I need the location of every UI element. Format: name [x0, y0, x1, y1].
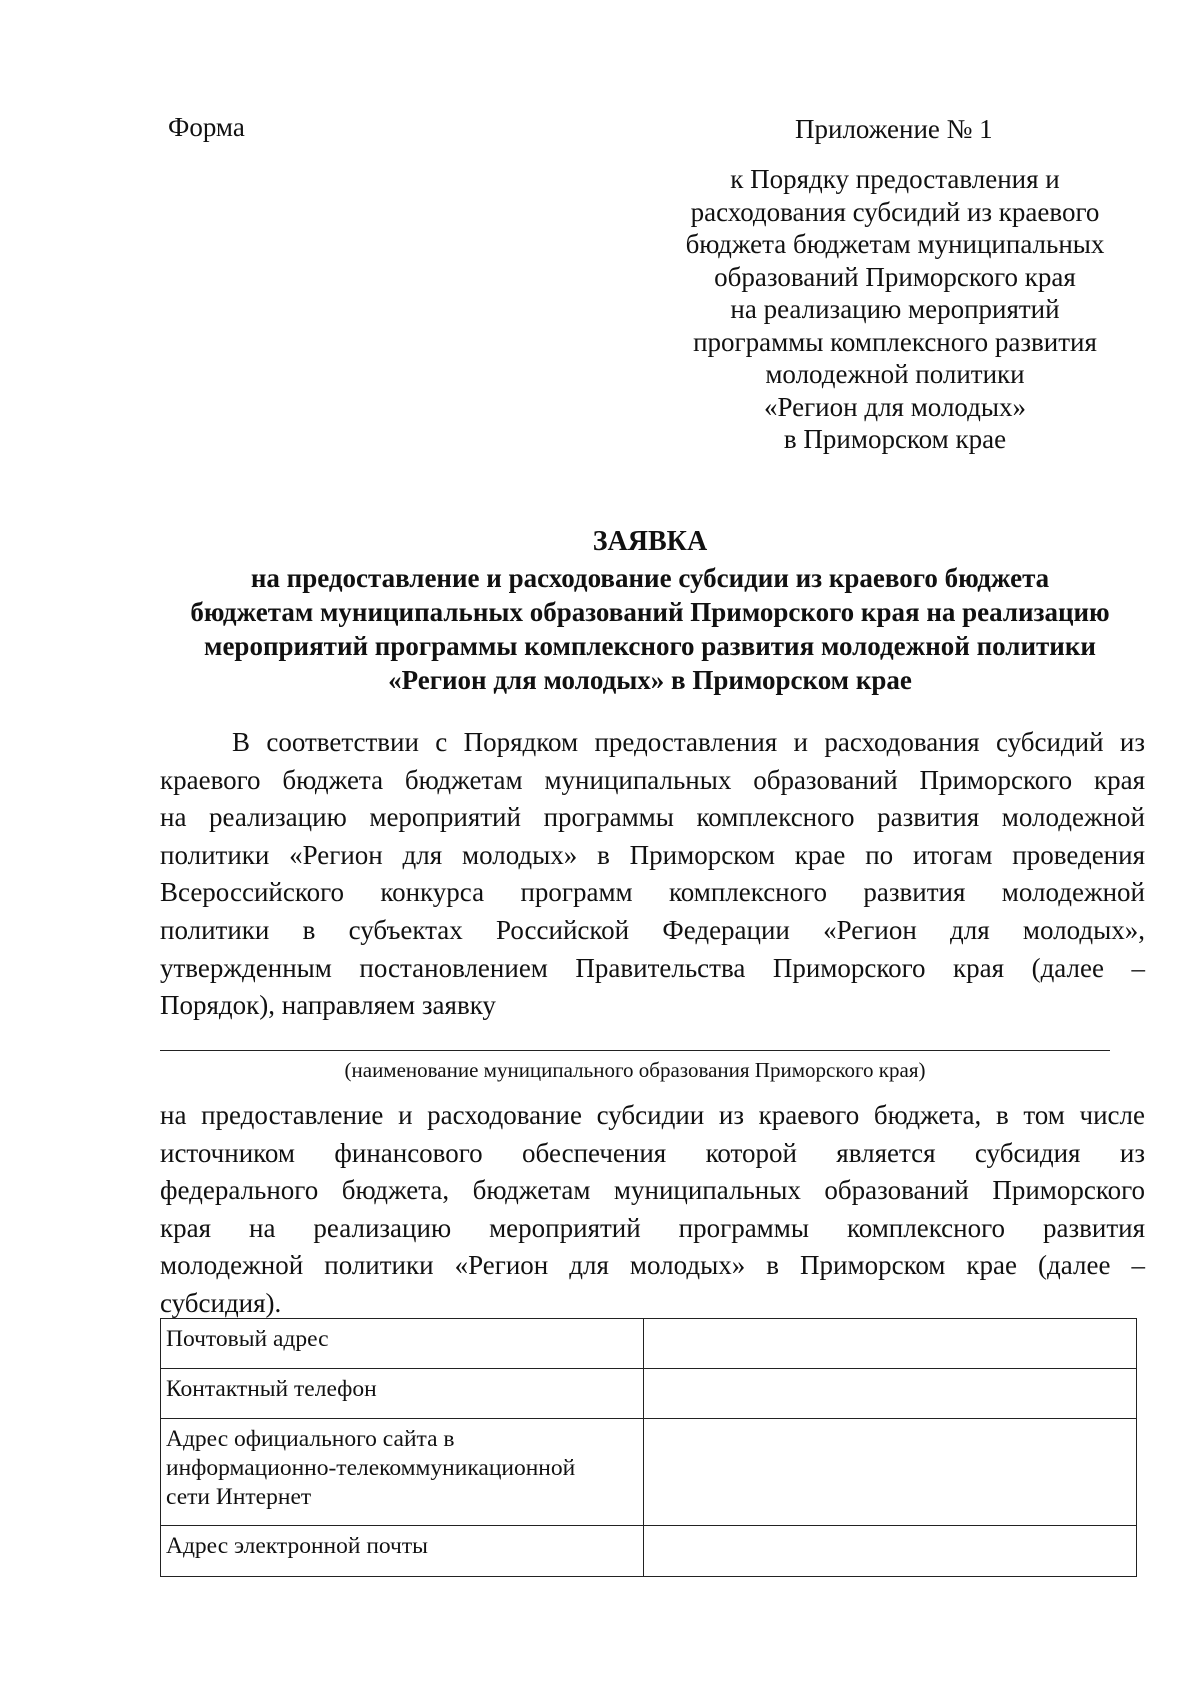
body-paragraph-2: [160, 1097, 1145, 1323]
website-address-label: [161, 1419, 644, 1526]
table-row: [161, 1319, 1137, 1369]
subtitle-line: на предоставление и расходование субсидии из краевого бюджета: [250, 563, 1050, 593]
website-address-value[interactable]: [644, 1419, 1137, 1526]
form-label: Форма: [168, 112, 245, 142]
application-heading: [150, 525, 1150, 697]
appendix-line: образований Приморского края: [714, 261, 1076, 292]
paragraph-line: на реализацию мероприятий программы комплексного развития молодежной: [160, 802, 1145, 833]
paragraph-line: В соответствии с Порядком предоставления и расходования субсидий из: [232, 727, 1145, 757]
paragraph-line: Всероссийского конкурса программ комплексного развития молодежной: [160, 877, 1145, 908]
application-title: ЗАЯВКА: [592, 526, 708, 557]
appendix-line: молодежной политики: [765, 359, 1025, 389]
paragraph-line: края на реализацию мероприятий программы комплексного развития: [160, 1212, 1145, 1243]
subtitle-line: «Регион для молодых» в Приморском крае: [388, 665, 912, 695]
paragraph-line: утвержденным постановлением Правительства Приморского края (далее –: [160, 952, 1145, 983]
label-line: сети Интернет: [166, 1484, 312, 1510]
municipality-name-caption: (наименование муниципального образования Приморского края): [344, 1058, 926, 1082]
paragraph-line: субсидия).: [160, 1287, 282, 1318]
appendix-line: расходования субсидий из краевого: [690, 196, 1100, 227]
label-line: Адрес официального сайта в: [166, 1426, 455, 1452]
appendix-line: к Порядку предоставления и: [730, 164, 1060, 194]
paragraph-line: Порядок), направляем заявку: [160, 990, 496, 1021]
email-address-label: Адрес электронной почты: [161, 1526, 644, 1577]
appendix-line: программы комплексного развития: [693, 326, 1097, 357]
appendix-line: «Регион для молодых»: [763, 391, 1027, 422]
table-row: [161, 1369, 1137, 1419]
appendix-title: Приложение № 1: [795, 114, 993, 144]
appendix-line: бюджета бюджетам муниципальных: [685, 229, 1105, 259]
contact-phone-label: Контактный телефон: [161, 1369, 644, 1419]
body-paragraph-1: [160, 724, 1145, 1025]
label-line: информационно-телекоммуникационной: [166, 1455, 576, 1481]
application-subtitle: [150, 561, 1150, 697]
paragraph-line: источником финансового обеспечения которой является субсидия из: [160, 1137, 1145, 1168]
appendix-line: в Приморском крае: [783, 424, 1007, 454]
table-row: [161, 1419, 1137, 1526]
appendix-line: на реализацию мероприятий: [730, 294, 1060, 324]
paragraph-line: краевого бюджета бюджетам муниципальных образований Приморского края: [160, 764, 1145, 795]
postal-address-value[interactable]: [644, 1319, 1137, 1369]
email-address-value[interactable]: [644, 1526, 1137, 1577]
table-row: [161, 1526, 1137, 1577]
paragraph-line: молодежной политики «Регион для молодых» в Приморском крае (далее –: [160, 1250, 1145, 1281]
subtitle-line: бюджетам муниципальных образований Приморского края на реализацию: [190, 597, 1110, 627]
paragraph-line: политики «Регион для молодых» в Приморском крае по итогам проведения: [160, 839, 1145, 870]
postal-address-label: Почтовый адрес: [161, 1319, 644, 1369]
municipality-name-blank[interactable]: [160, 1050, 1110, 1051]
contact-phone-value[interactable]: [644, 1369, 1137, 1419]
paragraph-line: федерального бюджета, бюджетам муниципальных образований Приморского: [160, 1175, 1145, 1206]
subtitle-line: мероприятий программы комплексного развития молодежной политики: [204, 631, 1096, 661]
paragraph-line: политики в субъектах Российской Федерации «Регион для молодых»,: [160, 914, 1145, 945]
contacts-table: [160, 1318, 1137, 1577]
appendix-reference: [660, 163, 1130, 456]
paragraph-line: на предоставление и расходование субсидии из краевого бюджета, в том числе: [160, 1100, 1145, 1130]
